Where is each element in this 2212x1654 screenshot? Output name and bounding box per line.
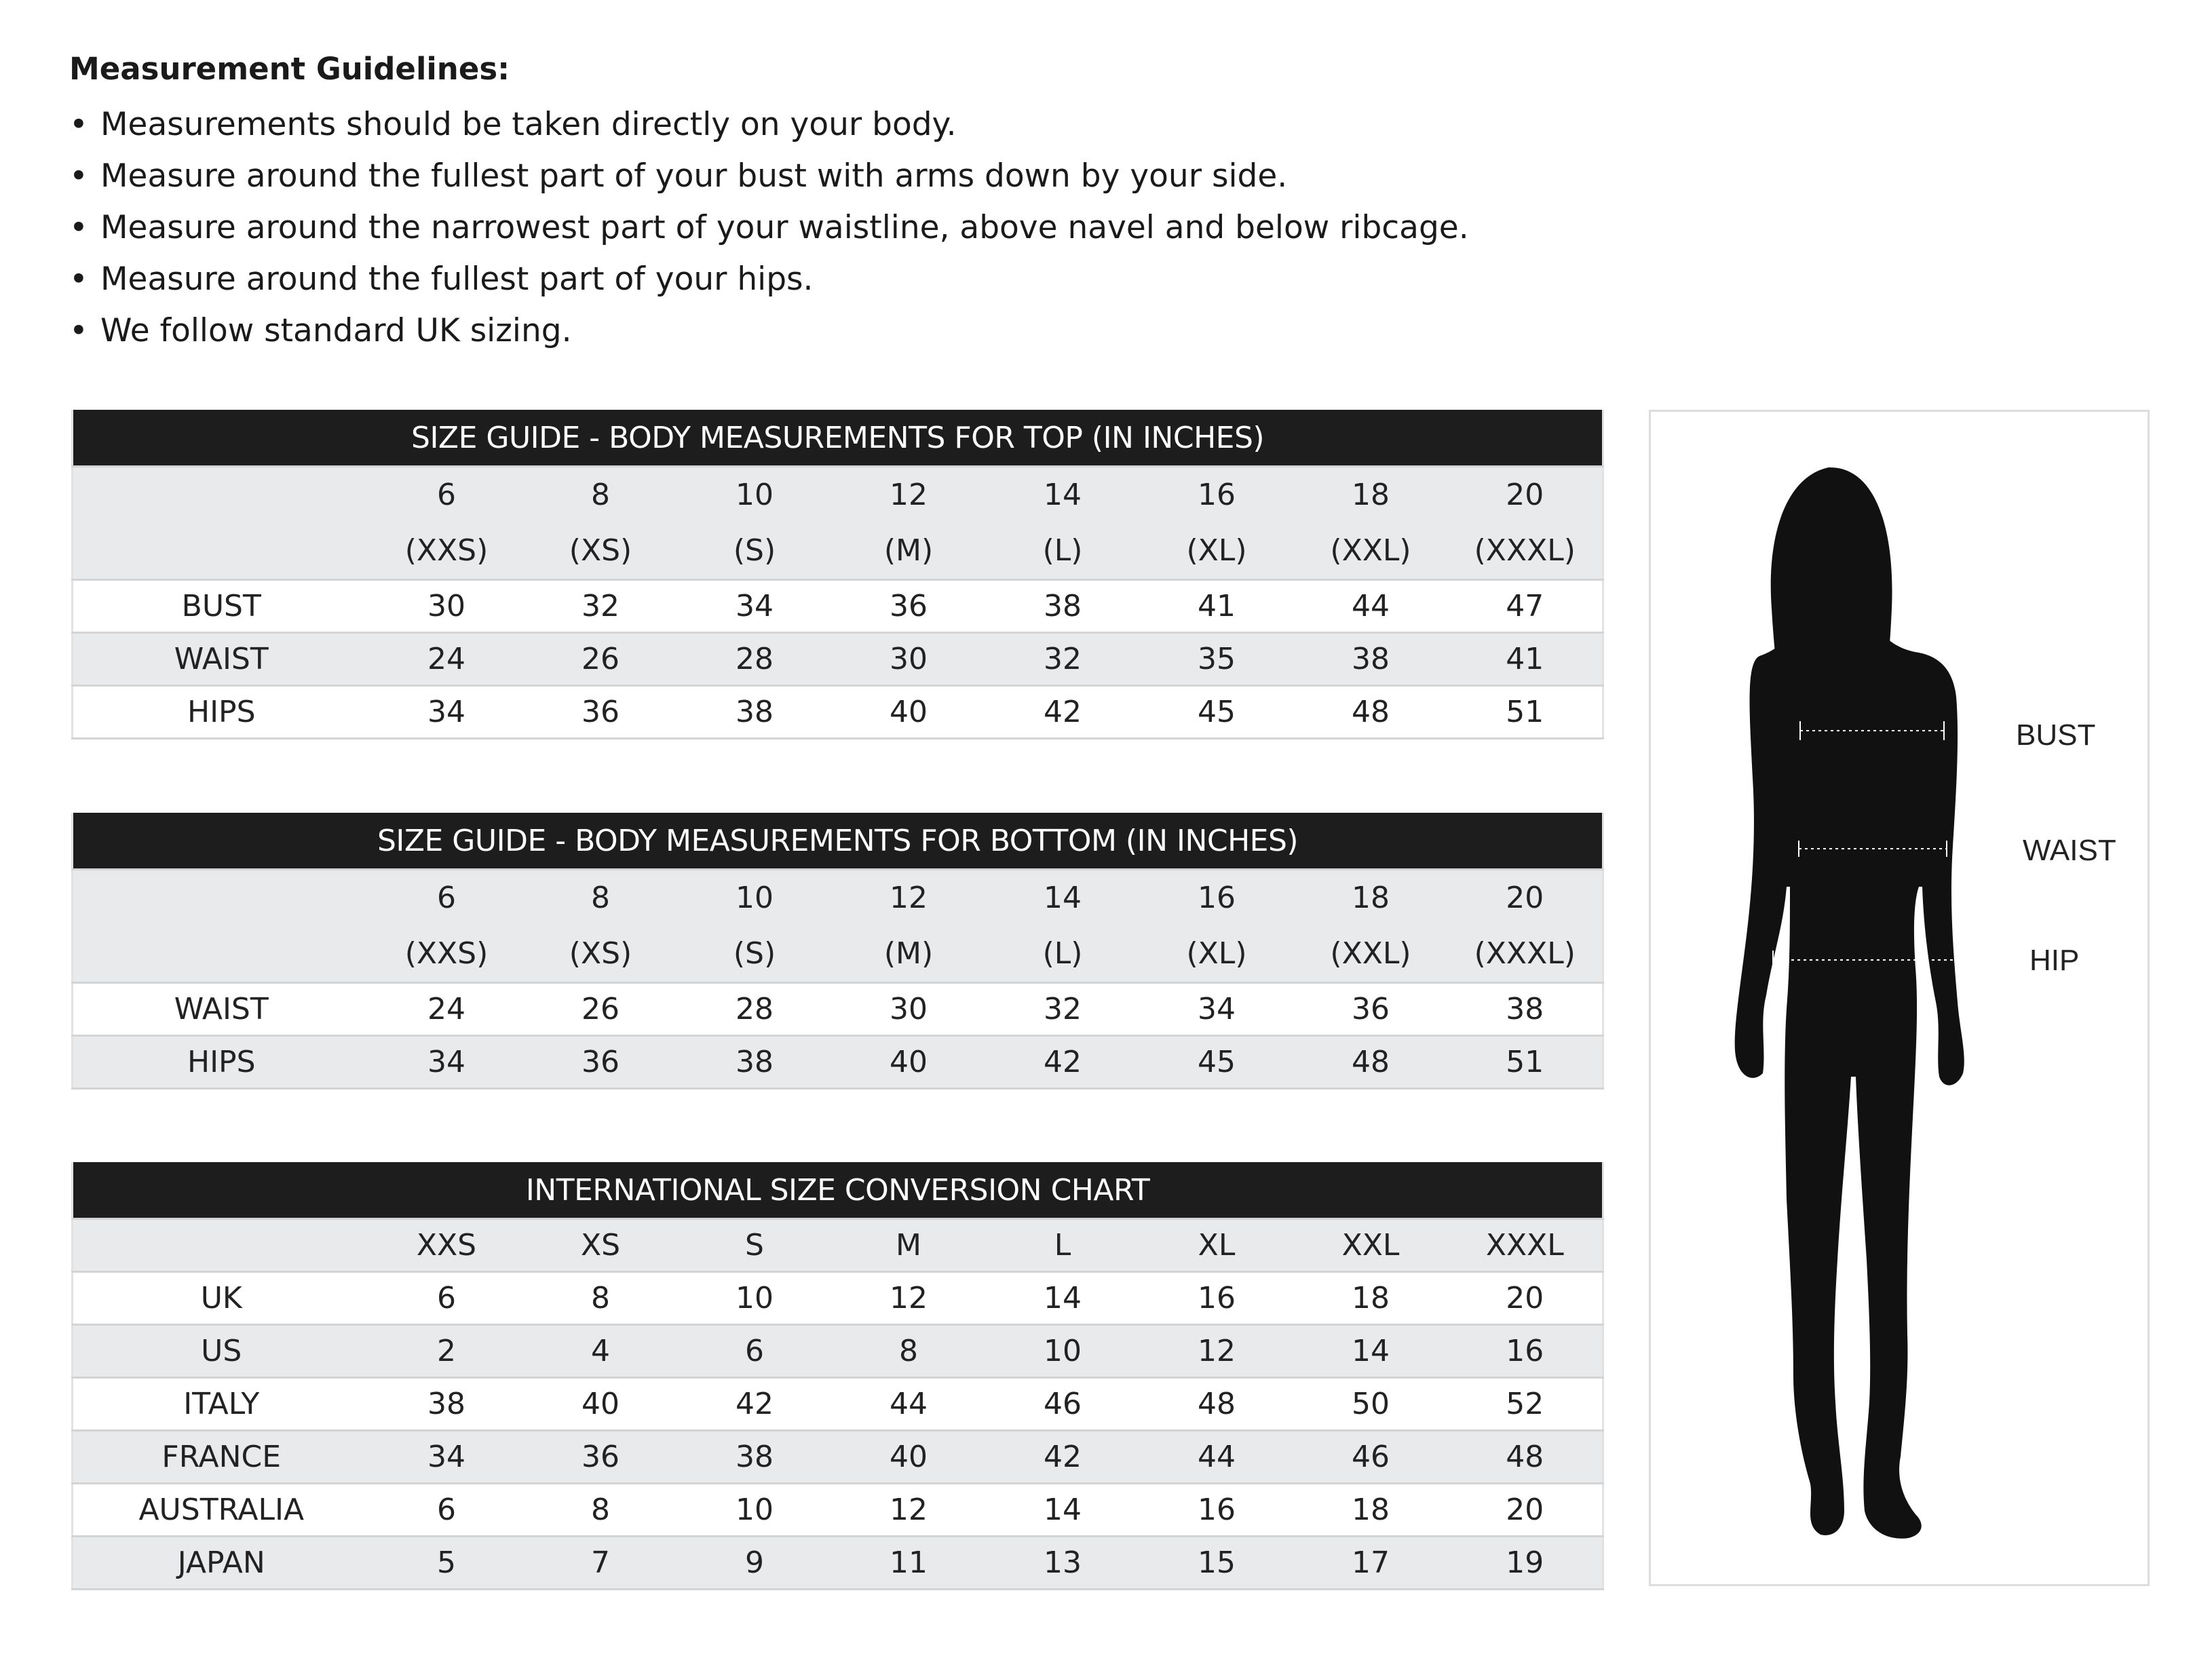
table-row	[73, 1378, 1603, 1431]
conversion-table-title: INTERNATIONAL SIZE CONVERSION CHART	[73, 1162, 1603, 1219]
table-cell: 4	[524, 1325, 678, 1378]
row-label: US	[73, 1325, 370, 1378]
table-cell: 8	[524, 1272, 678, 1325]
table-cell: 12	[832, 1484, 986, 1537]
column-header: XL	[1140, 1219, 1294, 1272]
table-cell: 40	[524, 1378, 678, 1431]
bullet-icon: •	[69, 209, 88, 246]
list-item: • Measure around the fullest part of your hips.	[69, 254, 1630, 305]
hip-label: HIP	[2029, 944, 2080, 977]
bullet-icon: •	[69, 157, 88, 195]
table-cell: 51	[1448, 1036, 1603, 1089]
table-cell: 42	[678, 1378, 832, 1431]
table-cell: 46	[1294, 1431, 1448, 1484]
size-number: 10	[736, 881, 774, 915]
table-cell: 34	[1140, 983, 1294, 1036]
table-cell: 20	[1448, 1272, 1603, 1325]
size-number: 18	[1352, 478, 1390, 512]
table-cell: 28	[678, 633, 832, 686]
size-number: 16	[1198, 881, 1236, 915]
row-label: ITALY	[73, 1378, 370, 1431]
list-item: • Measurements should be taken directly on your body.	[69, 99, 1630, 151]
table-cell: 40	[832, 686, 986, 739]
table-cell: 10	[986, 1325, 1140, 1378]
table-cell: 13	[986, 1537, 1140, 1590]
column-header: XXXL	[1448, 1219, 1603, 1272]
table-cell: 38	[678, 1431, 832, 1484]
table-cell: 38	[678, 1036, 832, 1089]
guidelines-list	[69, 99, 1630, 357]
table-cell: 30	[832, 983, 986, 1036]
column-header: XXS	[370, 1219, 524, 1272]
size-code: (M)	[883, 936, 934, 971]
size-number: 14	[1044, 478, 1082, 512]
table-cell: 18	[1294, 1484, 1448, 1537]
size-number: 8	[591, 478, 610, 512]
table-cell: 32	[524, 580, 678, 633]
table-cell: 5	[370, 1537, 524, 1590]
size-number: 14	[1044, 881, 1082, 915]
table-cell: 32	[986, 633, 1140, 686]
table-cell: 8	[832, 1325, 986, 1378]
size-header-row	[73, 467, 1603, 580]
table-row	[73, 633, 1603, 686]
bullet-icon: •	[69, 312, 88, 349]
table-row	[73, 1036, 1603, 1089]
table-row	[73, 1431, 1603, 1484]
guidelines-title: Measurement Guidelines:	[69, 51, 510, 87]
table-cell: 34	[678, 580, 832, 633]
silhouette-icon	[1735, 467, 1964, 1539]
size-code: (XXS)	[404, 936, 489, 971]
list-item: • We follow standard UK sizing.	[69, 305, 1630, 357]
table-cell: 6	[370, 1272, 524, 1325]
table-cell: 16	[1140, 1484, 1294, 1537]
column-header: XXL	[1294, 1219, 1448, 1272]
table-cell: 18	[1294, 1272, 1448, 1325]
size-code: (S)	[733, 533, 776, 568]
top-table-title: SIZE GUIDE - BODY MEASUREMENTS FOR TOP (IN INCHES)	[73, 410, 1603, 467]
size-number: 20	[1506, 881, 1544, 915]
table-cell: 38	[370, 1378, 524, 1431]
size-code: (XS)	[569, 936, 632, 971]
table-cell: 52	[1448, 1378, 1603, 1431]
size-code: (XXL)	[1330, 533, 1411, 568]
size-number: 18	[1352, 881, 1390, 915]
table-cell: 50	[1294, 1378, 1448, 1431]
table-cell: 44	[1140, 1431, 1294, 1484]
row-label: FRANCE	[73, 1431, 370, 1484]
list-item: • Measure around the fullest part of your bust with arms down by your side.	[69, 151, 1630, 202]
table-cell: 38	[986, 580, 1140, 633]
body-figure-panel	[1649, 410, 2150, 1586]
bullet-icon: •	[69, 261, 88, 298]
size-number: 20	[1506, 478, 1544, 512]
row-label: AUSTRALIA	[73, 1484, 370, 1537]
bust-label: BUST	[2016, 718, 2096, 752]
table-cell: 12	[1140, 1325, 1294, 1378]
size-code: (XL)	[1186, 936, 1247, 971]
table-cell: 19	[1448, 1537, 1603, 1590]
table-cell: 38	[678, 686, 832, 739]
row-label: WAIST	[73, 633, 370, 686]
table-cell: 14	[986, 1484, 1140, 1537]
table-cell: 32	[986, 983, 1140, 1036]
column-header: S	[678, 1219, 832, 1272]
table-cell: 41	[1140, 580, 1294, 633]
table-cell: 42	[986, 686, 1140, 739]
table-row	[73, 1537, 1603, 1590]
table-cell: 28	[678, 983, 832, 1036]
table-cell: 10	[678, 1484, 832, 1537]
bullet-icon: •	[69, 106, 88, 143]
table-cell: 47	[1448, 580, 1603, 633]
table-row	[73, 1484, 1603, 1537]
table-cell: 36	[524, 686, 678, 739]
table-cell: 36	[832, 580, 986, 633]
table-row	[73, 983, 1603, 1036]
table-cell: 38	[1448, 983, 1603, 1036]
table-cell: 20	[1448, 1484, 1603, 1537]
size-number: 10	[736, 478, 774, 512]
table-cell: 48	[1294, 1036, 1448, 1089]
waist-label: WAIST	[2023, 834, 2116, 867]
table-cell: 40	[832, 1036, 986, 1089]
table-cell: 34	[370, 686, 524, 739]
table-cell: 46	[986, 1378, 1140, 1431]
table-cell: 12	[832, 1272, 986, 1325]
column-header: L	[986, 1219, 1140, 1272]
table-cell: 40	[832, 1431, 986, 1484]
table-cell: 14	[1294, 1325, 1448, 1378]
table-cell: 11	[832, 1537, 986, 1590]
table-cell: 48	[1448, 1431, 1603, 1484]
size-number: 6	[437, 881, 456, 915]
table-cell: 16	[1448, 1325, 1603, 1378]
row-label: WAIST	[73, 983, 370, 1036]
bottom-table-title: SIZE GUIDE - BODY MEASUREMENTS FOR BOTTOM (IN INCHES)	[73, 813, 1603, 870]
table-cell: 6	[370, 1484, 524, 1537]
column-header: M	[832, 1219, 986, 1272]
row-label: JAPAN	[73, 1537, 370, 1590]
table-cell: 35	[1140, 633, 1294, 686]
size-code: (S)	[733, 936, 776, 971]
table-row	[73, 686, 1603, 739]
conversion-table	[71, 1162, 1602, 1590]
table-cell: 2	[370, 1325, 524, 1378]
table-cell: 24	[370, 983, 524, 1036]
row-label: BUST	[73, 580, 370, 633]
size-number: 6	[437, 478, 456, 512]
table-row	[73, 580, 1603, 633]
table-cell: 34	[370, 1431, 524, 1484]
row-label: HIPS	[73, 686, 370, 739]
size-code: (XXXL)	[1474, 533, 1576, 568]
table-cell: 36	[524, 1431, 678, 1484]
size-code: (XL)	[1186, 533, 1247, 568]
table-cell: 7	[524, 1537, 678, 1590]
table-cell: 51	[1448, 686, 1603, 739]
size-code: (M)	[883, 533, 934, 568]
table-row	[73, 1272, 1603, 1325]
table-cell: 9	[678, 1537, 832, 1590]
table-cell: 14	[986, 1272, 1140, 1325]
size-number: 12	[890, 881, 928, 915]
table-row	[73, 1325, 1603, 1378]
table-cell: 45	[1140, 686, 1294, 739]
column-header: XS	[524, 1219, 678, 1272]
table-cell: 26	[524, 983, 678, 1036]
table-cell: 42	[986, 1036, 1140, 1089]
table-cell: 38	[1294, 633, 1448, 686]
row-label: UK	[73, 1272, 370, 1325]
table-cell: 30	[370, 580, 524, 633]
size-code: (XXL)	[1330, 936, 1411, 971]
table-cell: 44	[832, 1378, 986, 1431]
table-cell: 36	[1294, 983, 1448, 1036]
row-label: HIPS	[73, 1036, 370, 1089]
table-cell: 36	[524, 1036, 678, 1089]
table-cell: 48	[1294, 686, 1448, 739]
table-cell: 48	[1140, 1378, 1294, 1431]
size-code: (XXS)	[404, 533, 489, 568]
table-cell: 41	[1448, 633, 1603, 686]
table-cell: 30	[832, 633, 986, 686]
size-code: (L)	[1042, 533, 1083, 568]
measurement-guidelines	[69, 47, 1630, 357]
table-cell: 10	[678, 1272, 832, 1325]
body-silhouette-illustration	[1651, 412, 2152, 1588]
size-code: (L)	[1042, 936, 1083, 971]
table-cell: 15	[1140, 1537, 1294, 1590]
table-cell: 17	[1294, 1537, 1448, 1590]
table-cell: 45	[1140, 1036, 1294, 1089]
top-size-table	[71, 410, 1602, 739]
size-number: 8	[591, 881, 610, 915]
table-cell: 8	[524, 1484, 678, 1537]
table-cell: 34	[370, 1036, 524, 1089]
size-number: 12	[890, 478, 928, 512]
size-code: (XXXL)	[1474, 936, 1576, 971]
table-cell: 16	[1140, 1272, 1294, 1325]
table-cell: 26	[524, 633, 678, 686]
size-code: (XS)	[569, 533, 632, 568]
size-number: 16	[1198, 478, 1236, 512]
table-cell: 6	[678, 1325, 832, 1378]
table-cell: 24	[370, 633, 524, 686]
table-cell: 44	[1294, 580, 1448, 633]
bottom-size-table	[71, 813, 1602, 1090]
size-header-row	[73, 1219, 1603, 1272]
table-cell: 42	[986, 1431, 1140, 1484]
list-item: • Measure around the narrowest part of your waistline, above navel and below ribcage.	[69, 202, 1630, 254]
size-header-row	[73, 870, 1603, 983]
